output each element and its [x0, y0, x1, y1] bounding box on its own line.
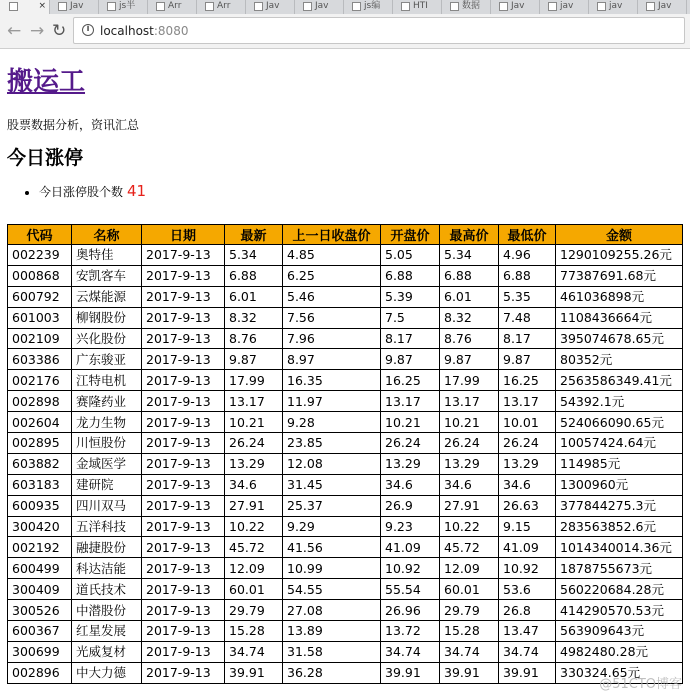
prev-close-cell: 13.89 — [283, 621, 381, 642]
date-cell: 2017-9-13 — [142, 412, 225, 433]
amount-cell: 395074678.65元 — [556, 328, 683, 349]
prev-close-cell: 6.25 — [283, 265, 381, 286]
tab-title: Arr — [168, 1, 182, 11]
latest-price-cell: 34.74 — [225, 641, 283, 662]
low-price-cell: 7.48 — [499, 307, 556, 328]
tab-title: jav — [560, 1, 574, 11]
tab-favicon-icon — [646, 2, 655, 11]
browser-tab[interactable] — [294, 0, 344, 14]
browser-tab[interactable] — [392, 0, 442, 14]
tab-favicon-icon — [9, 2, 18, 11]
stock-code-cell: 600367 — [8, 621, 72, 642]
stock-name-cell: 光威复材 — [72, 641, 142, 662]
address-bar[interactable] — [73, 17, 685, 44]
back-arrow-icon[interactable]: ← — [7, 21, 22, 41]
high-price-cell: 6.01 — [440, 286, 499, 307]
summary-item — [39, 181, 690, 202]
table-row — [8, 286, 683, 307]
tab-title: Arr — [217, 1, 231, 11]
date-cell: 2017-9-13 — [142, 286, 225, 307]
site-title-link[interactable]: 搬运工 — [7, 67, 86, 97]
prev-close-cell: 31.45 — [283, 474, 381, 495]
open-price-cell: 26.96 — [381, 600, 440, 621]
stock-code-cell: 002176 — [8, 370, 72, 391]
stock-code-cell: 601003 — [8, 307, 72, 328]
prev-close-cell: 9.29 — [283, 516, 381, 537]
prev-close-cell: 7.96 — [283, 328, 381, 349]
forward-arrow-icon[interactable]: → — [30, 21, 45, 41]
date-cell: 2017-9-13 — [142, 537, 225, 558]
date-cell: 2017-9-13 — [142, 307, 225, 328]
stock-name-cell: 科达洁能 — [72, 558, 142, 579]
open-price-cell: 5.05 — [381, 245, 440, 266]
table-row — [8, 600, 683, 621]
column-header: 名称 — [72, 225, 142, 245]
low-price-cell: 26.8 — [499, 600, 556, 621]
limit-up-count: 41 — [127, 182, 147, 200]
latest-price-cell: 6.01 — [225, 286, 283, 307]
column-header: 最高价 — [440, 225, 499, 245]
amount-cell: 2563586349.41元 — [556, 370, 683, 391]
latest-price-cell: 15.28 — [225, 621, 283, 642]
latest-price-cell: 9.87 — [225, 349, 283, 370]
low-price-cell: 5.35 — [499, 286, 556, 307]
stock-code-cell: 002896 — [8, 662, 72, 683]
low-price-cell: 10.92 — [499, 558, 556, 579]
date-cell: 2017-9-13 — [142, 349, 225, 370]
latest-price-cell: 8.32 — [225, 307, 283, 328]
low-price-cell: 4.96 — [499, 245, 556, 266]
table-row — [8, 391, 683, 412]
open-price-cell: 13.29 — [381, 453, 440, 474]
latest-price-cell: 12.09 — [225, 558, 283, 579]
tab-title: js编 — [364, 1, 381, 11]
tab-title: Jav — [266, 1, 280, 11]
stock-code-cell: 002109 — [8, 328, 72, 349]
open-price-cell: 13.17 — [381, 391, 440, 412]
low-price-cell: 9.15 — [499, 516, 556, 537]
table-row — [8, 537, 683, 558]
latest-price-cell: 29.79 — [225, 600, 283, 621]
high-price-cell: 8.76 — [440, 328, 499, 349]
latest-price-cell: 17.99 — [225, 370, 283, 391]
date-cell: 2017-9-13 — [142, 621, 225, 642]
browser-tab[interactable] — [588, 0, 638, 14]
latest-price-cell: 45.72 — [225, 537, 283, 558]
low-price-cell: 6.88 — [499, 265, 556, 286]
stock-code-cell: 300409 — [8, 579, 72, 600]
date-cell: 2017-9-13 — [142, 579, 225, 600]
stock-name-cell: 建研院 — [72, 474, 142, 495]
high-price-cell: 45.72 — [440, 537, 499, 558]
info-icon[interactable]: i — [82, 24, 94, 36]
column-header: 最新 — [225, 225, 283, 245]
tab-title: Jav — [315, 1, 329, 11]
date-cell: 2017-9-13 — [142, 600, 225, 621]
table-body — [8, 245, 683, 684]
amount-cell: 114985元 — [556, 453, 683, 474]
stock-name-cell: 中潜股份 — [72, 600, 142, 621]
table-row — [8, 558, 683, 579]
tab-favicon-icon — [156, 2, 165, 11]
tab-favicon-icon — [450, 2, 459, 11]
stock-code-cell: 002898 — [8, 391, 72, 412]
stock-name-cell: 龙力生物 — [72, 412, 142, 433]
open-price-cell: 13.72 — [381, 621, 440, 642]
table-row — [8, 307, 683, 328]
latest-price-cell: 60.01 — [225, 579, 283, 600]
close-tab-icon[interactable]: × — [38, 1, 46, 11]
low-price-cell: 13.47 — [499, 621, 556, 642]
tab-favicon-icon — [401, 2, 410, 11]
amount-cell: 563909643元 — [556, 621, 683, 642]
low-price-cell: 34.6 — [499, 474, 556, 495]
date-cell: 2017-9-13 — [142, 265, 225, 286]
high-price-cell: 12.09 — [440, 558, 499, 579]
open-price-cell: 34.74 — [381, 641, 440, 662]
prev-close-cell: 23.85 — [283, 433, 381, 454]
open-price-cell: 39.91 — [381, 662, 440, 683]
browser-tab[interactable] — [196, 0, 246, 14]
open-price-cell: 41.09 — [381, 537, 440, 558]
stock-name-cell: 江特电机 — [72, 370, 142, 391]
browser-tab[interactable] — [343, 0, 393, 14]
amount-cell: 283563852.6元 — [556, 516, 683, 537]
amount-cell: 77387691.68元 — [556, 265, 683, 286]
table-row — [8, 579, 683, 600]
amount-cell: 80352元 — [556, 349, 683, 370]
latest-price-cell: 10.22 — [225, 516, 283, 537]
open-price-cell: 26.9 — [381, 495, 440, 516]
stock-code-cell: 002604 — [8, 412, 72, 433]
amount-cell: 1878755673元 — [556, 558, 683, 579]
browser-tab[interactable] — [441, 0, 491, 14]
low-price-cell: 10.01 — [499, 412, 556, 433]
high-price-cell: 17.99 — [440, 370, 499, 391]
stock-name-cell: 安凯客车 — [72, 265, 142, 286]
low-price-cell: 9.87 — [499, 349, 556, 370]
low-price-cell: 26.24 — [499, 433, 556, 454]
low-price-cell: 8.17 — [499, 328, 556, 349]
stock-code-cell: 000868 — [8, 265, 72, 286]
low-price-cell: 41.09 — [499, 537, 556, 558]
navigation-bar — [0, 14, 690, 49]
table-row — [8, 245, 683, 266]
column-header: 金额 — [556, 225, 683, 245]
table-row — [8, 516, 683, 537]
open-price-cell: 16.25 — [381, 370, 440, 391]
stock-name-cell: 中大力德 — [72, 662, 142, 683]
open-price-cell: 8.17 — [381, 328, 440, 349]
table-row — [8, 453, 683, 474]
table-row — [8, 433, 683, 454]
amount-cell: 461036898元 — [556, 286, 683, 307]
date-cell: 2017-9-13 — [142, 245, 225, 266]
amount-cell: 4982480.28元 — [556, 641, 683, 662]
stock-name-cell: 融捷股份 — [72, 537, 142, 558]
prev-close-cell: 12.08 — [283, 453, 381, 474]
stock-name-cell: 五洋科技 — [72, 516, 142, 537]
stock-code-cell: 600499 — [8, 558, 72, 579]
table-row — [8, 662, 683, 683]
low-price-cell: 34.74 — [499, 641, 556, 662]
table-row — [8, 328, 683, 349]
prev-close-cell: 27.08 — [283, 600, 381, 621]
prev-close-cell: 16.35 — [283, 370, 381, 391]
table-row — [8, 412, 683, 433]
stock-name-cell: 赛隆药业 — [72, 391, 142, 412]
table-row — [8, 349, 683, 370]
high-price-cell: 15.28 — [440, 621, 499, 642]
stock-table — [7, 224, 683, 684]
table-row — [8, 621, 683, 642]
tab-favicon-icon — [303, 2, 312, 11]
amount-cell: 1014340014.36元 — [556, 537, 683, 558]
tab-favicon-icon — [107, 2, 116, 11]
high-price-cell: 27.91 — [440, 495, 499, 516]
tab-title: Jav — [70, 1, 84, 11]
stock-name-cell: 兴化股份 — [72, 328, 142, 349]
column-header: 上一日收盘价 — [283, 225, 381, 245]
stock-code-cell: 002192 — [8, 537, 72, 558]
tab-favicon-icon — [597, 2, 606, 11]
browser-tab[interactable] — [637, 0, 687, 14]
tab-favicon-icon — [548, 2, 557, 11]
amount-cell: 10057424.64元 — [556, 433, 683, 454]
table-row — [8, 265, 683, 286]
amount-cell: 1300960元 — [556, 474, 683, 495]
stock-code-cell: 603183 — [8, 474, 72, 495]
latest-price-cell: 39.91 — [225, 662, 283, 683]
date-cell: 2017-9-13 — [142, 453, 225, 474]
high-price-cell: 39.91 — [440, 662, 499, 683]
high-price-cell: 5.34 — [440, 245, 499, 266]
date-cell: 2017-9-13 — [142, 328, 225, 349]
latest-price-cell: 27.91 — [225, 495, 283, 516]
high-price-cell: 13.17 — [440, 391, 499, 412]
tab-favicon-icon — [254, 2, 263, 11]
browser-tab[interactable] — [49, 0, 99, 14]
tab-favicon-icon — [499, 2, 508, 11]
page-content — [7, 48, 690, 681]
summary-list — [7, 181, 690, 202]
high-price-cell: 10.21 — [440, 412, 499, 433]
prev-close-cell: 11.97 — [283, 391, 381, 412]
amount-cell: 414290570.53元 — [556, 600, 683, 621]
prev-close-cell: 10.99 — [283, 558, 381, 579]
latest-price-cell: 13.17 — [225, 391, 283, 412]
amount-cell: 330324.65元 — [556, 662, 683, 683]
stock-name-cell: 川恒股份 — [72, 433, 142, 454]
low-price-cell: 13.29 — [499, 453, 556, 474]
browser-tab[interactable] — [490, 0, 540, 14]
high-price-cell: 34.6 — [440, 474, 499, 495]
table-row — [8, 495, 683, 516]
latest-price-cell: 10.21 — [225, 412, 283, 433]
url-text[interactable] — [100, 22, 188, 40]
prev-close-cell: 31.58 — [283, 641, 381, 662]
stock-name-cell: 红星发展 — [72, 621, 142, 642]
prev-close-cell: 25.37 — [283, 495, 381, 516]
high-price-cell: 10.22 — [440, 516, 499, 537]
column-header: 代码 — [8, 225, 72, 245]
browser-tab[interactable] — [539, 0, 589, 14]
prev-close-cell: 7.56 — [283, 307, 381, 328]
amount-cell: 1290109255.26元 — [556, 245, 683, 266]
open-price-cell: 9.87 — [381, 349, 440, 370]
stock-code-cell: 300526 — [8, 600, 72, 621]
date-cell: 2017-9-13 — [142, 391, 225, 412]
low-price-cell: 53.6 — [499, 579, 556, 600]
date-cell: 2017-9-13 — [142, 662, 225, 683]
open-price-cell: 5.39 — [381, 286, 440, 307]
high-price-cell: 8.32 — [440, 307, 499, 328]
high-price-cell: 6.88 — [440, 265, 499, 286]
column-header: 最低价 — [499, 225, 556, 245]
low-price-cell: 39.91 — [499, 662, 556, 683]
open-price-cell: 7.5 — [381, 307, 440, 328]
stock-code-cell: 300420 — [8, 516, 72, 537]
column-header: 开盘价 — [381, 225, 440, 245]
date-cell: 2017-9-13 — [142, 370, 225, 391]
stock-code-cell: 002895 — [8, 433, 72, 454]
latest-price-cell: 13.29 — [225, 453, 283, 474]
tab-favicon-icon — [352, 2, 361, 11]
stock-code-cell: 300699 — [8, 641, 72, 662]
latest-price-cell: 5.34 — [225, 245, 283, 266]
date-cell: 2017-9-13 — [142, 495, 225, 516]
prev-close-cell: 54.55 — [283, 579, 381, 600]
tab-title: jav — [609, 1, 623, 11]
browser-tab[interactable] — [147, 0, 197, 14]
date-cell: 2017-9-13 — [142, 433, 225, 454]
date-cell: 2017-9-13 — [142, 641, 225, 662]
open-price-cell: 6.88 — [381, 265, 440, 286]
amount-cell: 1108436664元 — [556, 307, 683, 328]
open-price-cell: 55.54 — [381, 579, 440, 600]
tab-title: HTI — [413, 1, 428, 11]
column-header: 日期 — [142, 225, 225, 245]
date-cell: 2017-9-13 — [142, 516, 225, 537]
stock-code-cell: 603386 — [8, 349, 72, 370]
high-price-cell: 60.01 — [440, 579, 499, 600]
amount-cell: 560220684.28元 — [556, 579, 683, 600]
tab-favicon-icon — [205, 2, 214, 11]
browser-tab[interactable] — [98, 0, 148, 14]
table-row — [8, 370, 683, 391]
date-cell: 2017-9-13 — [142, 474, 225, 495]
url-host: localhost — [100, 24, 154, 38]
high-price-cell: 13.29 — [440, 453, 499, 474]
high-price-cell: 26.24 — [440, 433, 499, 454]
browser-tab[interactable] — [245, 0, 295, 14]
url-port: :8080 — [153, 24, 189, 38]
tab-title: Jav — [658, 1, 672, 11]
stock-name-cell: 奥特佳 — [72, 245, 142, 266]
stock-name-cell: 道氏技术 — [72, 579, 142, 600]
browser-tab[interactable] — [0, 0, 50, 14]
prev-close-cell: 5.46 — [283, 286, 381, 307]
prev-close-cell: 8.97 — [283, 349, 381, 370]
tab-title: js半 — [119, 1, 136, 11]
stock-name-cell: 广东骏亚 — [72, 349, 142, 370]
open-price-cell: 34.6 — [381, 474, 440, 495]
high-price-cell: 29.79 — [440, 600, 499, 621]
low-price-cell: 26.63 — [499, 495, 556, 516]
site-subtitle: 股票数据分析，资讯汇总 — [7, 118, 140, 132]
open-price-cell: 9.23 — [381, 516, 440, 537]
table-row — [8, 474, 683, 495]
tab-title: Jav — [511, 1, 525, 11]
reload-icon[interactable]: ↻ — [52, 21, 67, 41]
latest-price-cell: 26.24 — [225, 433, 283, 454]
prev-close-cell: 4.85 — [283, 245, 381, 266]
table-row — [8, 641, 683, 662]
amount-cell: 524066090.65元 — [556, 412, 683, 433]
tab-title: 数据 — [462, 1, 481, 11]
tab-strip — [0, 0, 690, 14]
latest-price-cell: 6.88 — [225, 265, 283, 286]
stock-name-cell: 四川双马 — [72, 495, 142, 516]
amount-cell: 54392.1元 — [556, 391, 683, 412]
stock-code-cell: 600935 — [8, 495, 72, 516]
table-header-row — [8, 225, 683, 245]
stock-name-cell: 柳钢股份 — [72, 307, 142, 328]
open-price-cell: 26.24 — [381, 433, 440, 454]
watermark: @51CTO博客 — [599, 677, 682, 692]
summary-label: 今日涨停股个数 — [39, 185, 124, 199]
prev-close-cell: 36.28 — [283, 662, 381, 683]
latest-price-cell: 34.6 — [225, 474, 283, 495]
stock-code-cell: 600792 — [8, 286, 72, 307]
tab-favicon-icon — [58, 2, 67, 11]
latest-price-cell: 8.76 — [225, 328, 283, 349]
stock-code-cell: 002239 — [8, 245, 72, 266]
stock-name-cell: 云煤能源 — [72, 286, 142, 307]
open-price-cell: 10.21 — [381, 412, 440, 433]
date-cell: 2017-9-13 — [142, 558, 225, 579]
low-price-cell: 13.17 — [499, 391, 556, 412]
open-price-cell: 10.92 — [381, 558, 440, 579]
high-price-cell: 9.87 — [440, 349, 499, 370]
prev-close-cell: 9.28 — [283, 412, 381, 433]
high-price-cell: 34.74 — [440, 641, 499, 662]
section-heading: 今日涨停 — [7, 147, 84, 169]
stock-code-cell: 603882 — [8, 453, 72, 474]
stock-name-cell: 金域医学 — [72, 453, 142, 474]
low-price-cell: 16.25 — [499, 370, 556, 391]
prev-close-cell: 41.56 — [283, 537, 381, 558]
amount-cell: 377844275.3元 — [556, 495, 683, 516]
